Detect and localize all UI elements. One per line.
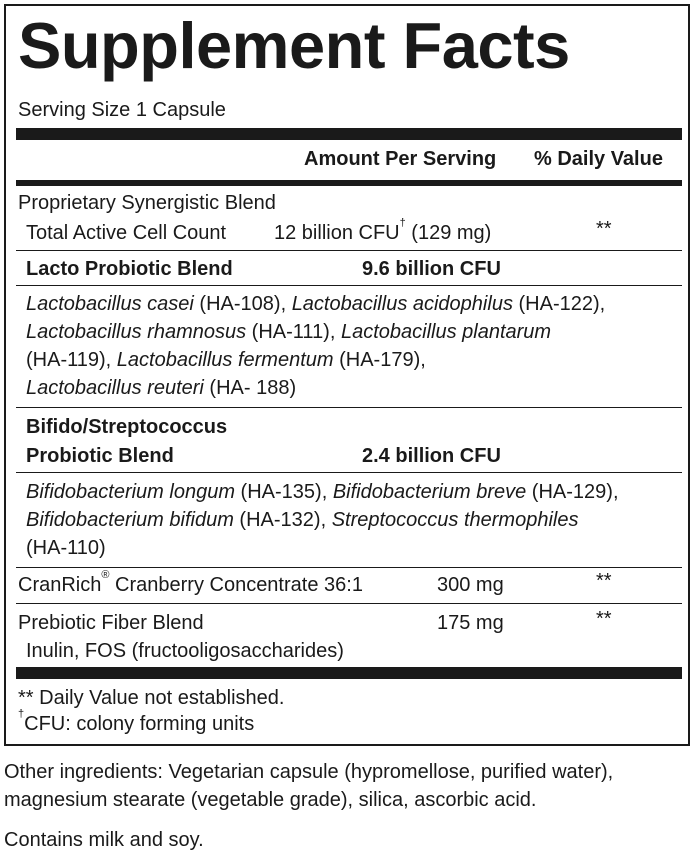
strain-name: Lactobacillus acidophilus bbox=[291, 293, 513, 315]
bifido-strains-line-1 bbox=[26, 480, 619, 504]
strain-code: (HA-179), bbox=[333, 349, 426, 371]
strain-code: (HA-110) bbox=[26, 537, 106, 559]
prebiotic-dv: ** bbox=[596, 608, 612, 630]
row-rule bbox=[16, 285, 682, 286]
strain-code: (HA-119), bbox=[26, 349, 117, 371]
footnote-dv: ** Daily Value not established. bbox=[18, 687, 285, 709]
strain-code: (HA-129), bbox=[526, 481, 619, 503]
strain-name: Bifidobacterium breve bbox=[332, 481, 527, 503]
cranrich-label: CranRich® Cranberry Concentrate 36:1 bbox=[18, 569, 363, 596]
cranrich-dv: ** bbox=[596, 570, 612, 592]
strain-code: (HA-122), bbox=[512, 293, 606, 315]
lacto-blend-amount: 9.6 billion CFU bbox=[362, 258, 501, 280]
row-rule bbox=[16, 407, 682, 408]
bifido-blend-name-2: Probiotic Blend bbox=[26, 445, 174, 467]
thick-divider-bottom bbox=[16, 667, 682, 679]
panel-title: Supplement Facts bbox=[18, 9, 570, 82]
cell-count-dv: ** bbox=[596, 218, 612, 240]
cell-count-label: Total Active Cell Count bbox=[26, 222, 227, 244]
bifido-blend-name-1: Bifido/Streptococcus bbox=[26, 416, 228, 438]
strain-code: (HA-111), bbox=[246, 321, 341, 343]
row-rule bbox=[16, 250, 682, 251]
lacto-blend-name: Lacto Probiotic Blend bbox=[26, 258, 233, 280]
row-rule bbox=[16, 567, 682, 568]
strain-name: Lactobacillus rhamnosus bbox=[26, 321, 247, 343]
strain-name: Lactobacillus reuteri bbox=[26, 377, 204, 399]
bifido-strains-line-3 bbox=[26, 536, 106, 560]
row-rule bbox=[16, 603, 682, 604]
supplement-facts-panel bbox=[4, 4, 690, 746]
cranrich-amount: 300 mg bbox=[437, 574, 504, 596]
lacto-strains-line-2 bbox=[26, 320, 551, 344]
prebiotic-label: Prebiotic Fiber Blend bbox=[18, 612, 204, 634]
strain-name: Bifidobacterium bifidum bbox=[26, 509, 234, 531]
other-ingredients-line-1: Other ingredients: Vegetarian capsule (hypromellose, purified water), bbox=[4, 761, 614, 783]
strain-name: Lactobacillus fermentum bbox=[116, 349, 334, 371]
strain-name: Streptococcus thermophiles bbox=[331, 509, 579, 531]
lacto-strains-line-1 bbox=[26, 292, 605, 316]
row-rule bbox=[16, 472, 682, 473]
strain-name: Bifidobacterium longum bbox=[26, 481, 235, 503]
footnote-cfu: †CFU: colony forming units bbox=[18, 708, 255, 735]
bifido-strains-line-2 bbox=[26, 508, 578, 532]
strain-code: (HA-132), bbox=[233, 509, 332, 531]
medium-divider bbox=[16, 180, 682, 186]
thick-divider-top bbox=[16, 128, 682, 140]
strain-name: Lactobacillus casei bbox=[26, 293, 194, 315]
strain-name: Lactobacillus plantarum bbox=[340, 321, 552, 343]
strain-code: (HA-108), bbox=[193, 293, 292, 315]
serving-size: Serving Size 1 Capsule bbox=[18, 99, 226, 121]
prebiotic-amount: 175 mg bbox=[437, 612, 504, 634]
blend-name: Proprietary Synergistic Blend bbox=[18, 192, 276, 214]
prebiotic-sub: Inulin, FOS (fructooligosaccharides) bbox=[26, 640, 344, 662]
lacto-strains-line-3 bbox=[26, 348, 426, 372]
other-ingredients-line-2: magnesium stearate (vegetable grade), silica, ascorbic acid. bbox=[4, 789, 537, 811]
header-amount: Amount Per Serving bbox=[304, 148, 497, 170]
strain-code: (HA-135), bbox=[235, 481, 333, 503]
allergen-statement: Contains milk and soy. bbox=[4, 829, 204, 851]
header-daily-value: % Daily Value bbox=[534, 148, 663, 170]
lacto-strains-line-4 bbox=[26, 376, 296, 400]
bifido-blend-amount: 2.4 billion CFU bbox=[362, 445, 501, 467]
cell-count-value: 12 billion CFU† (129 mg) bbox=[274, 217, 492, 244]
strain-code: (HA- 188) bbox=[203, 377, 297, 399]
